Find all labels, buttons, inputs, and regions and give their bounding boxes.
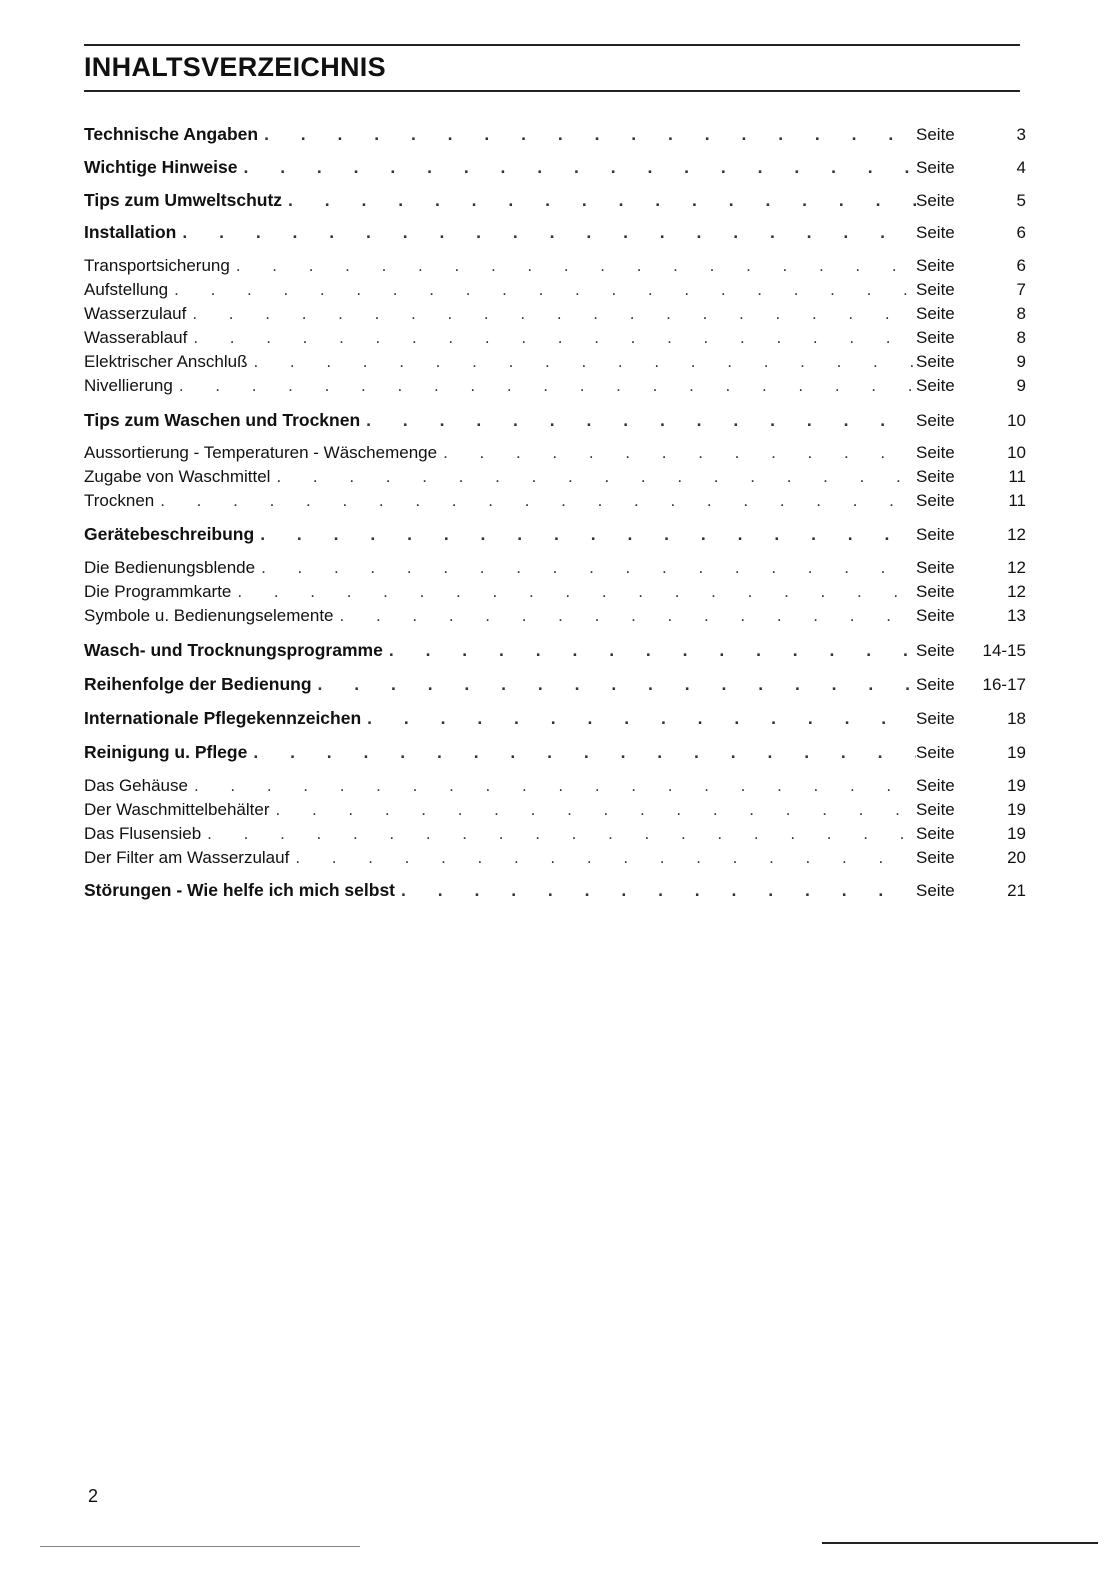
toc-entry-title: Aussortierung - Temperaturen - Wäschemenge xyxy=(84,443,438,462)
toc-entry xyxy=(84,800,1026,824)
toc-entry-page: 19 xyxy=(1007,824,1026,843)
toc-entry-page: 18 xyxy=(1007,709,1026,728)
toc-entry-seite-label: Seite xyxy=(916,491,955,510)
toc-entry-seite-label: Seite xyxy=(916,558,955,577)
dot-leader xyxy=(236,256,916,276)
toc-entry-page: 19 xyxy=(1007,800,1026,819)
dot-leader xyxy=(253,352,916,372)
dot-leader xyxy=(160,491,916,511)
toc-entry-seite-label: Seite xyxy=(916,800,955,819)
toc-entry-title: Tips zum Umweltschutz xyxy=(84,190,283,210)
toc-entry xyxy=(84,124,1026,148)
title-underline xyxy=(84,90,1020,92)
toc-entry-title: Aufstellung xyxy=(84,280,169,299)
bottom-rule-left xyxy=(40,1546,360,1547)
toc-entry-seite-label: Seite xyxy=(916,280,955,299)
toc-entry xyxy=(84,776,1026,800)
toc-entry xyxy=(84,352,1026,376)
toc-entry-seite-label: Seite xyxy=(916,125,955,144)
toc-entry-title: Der Waschmittelbehälter xyxy=(84,800,270,819)
toc-entry-page: 19 xyxy=(1007,776,1026,795)
toc-entry-page: 16-17 xyxy=(982,675,1026,694)
toc-entry xyxy=(84,558,1026,582)
toc-entry-page: 11 xyxy=(1008,491,1026,510)
toc-entry-seite-label: Seite xyxy=(916,776,955,795)
dot-leader xyxy=(295,848,916,868)
dot-leader xyxy=(340,606,917,626)
toc-entry xyxy=(84,190,1026,214)
toc-entry-title: Wasch- und Trocknungsprogramme xyxy=(84,640,383,660)
dot-leader xyxy=(253,742,916,763)
toc-entry-page: 9 xyxy=(1016,376,1026,395)
toc-entry xyxy=(84,443,1026,467)
toc-entry-page: 14-15 xyxy=(982,641,1026,660)
toc-entry xyxy=(84,491,1026,515)
toc-entry-title: Technische Angaben xyxy=(84,124,259,144)
toc-entry-title: Die Programmkarte xyxy=(84,582,232,601)
toc-entry-title: Reinigung u. Pflege xyxy=(84,742,248,762)
toc-entry-seite-label: Seite xyxy=(916,328,955,347)
toc-entry-title: Der Filter am Wasserzulauf xyxy=(84,848,290,867)
dot-leader xyxy=(401,880,916,901)
toc-entry-seite-label: Seite xyxy=(916,443,955,462)
toc-entry-title: Gerätebeschreibung xyxy=(84,524,255,544)
toc-entry xyxy=(84,640,1026,664)
dot-leader xyxy=(237,582,916,602)
dot-leader xyxy=(367,708,916,729)
toc-entry-seite-label: Seite xyxy=(916,191,955,210)
toc-entry-page: 8 xyxy=(1016,304,1026,323)
toc-entry-title: Zugabe von Waschmittel xyxy=(84,467,271,486)
toc-entry xyxy=(84,708,1026,732)
toc-entry xyxy=(84,157,1026,181)
toc-entry xyxy=(84,328,1026,352)
dot-leader xyxy=(366,410,916,431)
toc-entry-seite-label: Seite xyxy=(916,675,955,694)
toc-entry-seite-label: Seite xyxy=(916,709,955,728)
dot-leader xyxy=(174,280,916,300)
toc-entry-seite-label: Seite xyxy=(916,881,955,900)
toc-entry-page: 20 xyxy=(1007,848,1026,867)
toc-entry-title: Wasserablauf xyxy=(84,328,188,347)
dot-leader xyxy=(276,800,917,820)
toc-entry-seite-label: Seite xyxy=(916,304,955,323)
toc-entry-title: Internationale Pflegekennzeichen xyxy=(84,708,362,728)
dot-leader xyxy=(443,443,916,463)
toc-entry-title: Installation xyxy=(84,222,177,242)
toc-entry xyxy=(84,222,1026,246)
toc-entry-page: 21 xyxy=(1007,881,1026,900)
toc-entry-page: 6 xyxy=(1016,223,1026,242)
toc-entry-page: 12 xyxy=(1007,525,1026,544)
toc-entry-seite-label: Seite xyxy=(916,352,955,371)
toc-entry-title: Nivellierung xyxy=(84,376,173,395)
toc-entry-page: 10 xyxy=(1007,411,1026,430)
dot-leader xyxy=(264,124,916,145)
toc-entry-page: 10 xyxy=(1007,443,1026,462)
toc-entry xyxy=(84,606,1026,630)
toc-entry-seite-label: Seite xyxy=(916,376,955,395)
toc-entry-page: 19 xyxy=(1007,743,1026,762)
toc-entry-title: Die Bedienungsblende xyxy=(84,558,256,577)
toc-entry-page: 3 xyxy=(1016,125,1026,144)
toc-entry-seite-label: Seite xyxy=(916,641,955,660)
dot-leader xyxy=(288,190,916,211)
dot-leader xyxy=(182,222,916,243)
toc-entry-seite-label: Seite xyxy=(916,411,955,430)
page-number: 2 xyxy=(88,1486,99,1506)
toc-entry-seite-label: Seite xyxy=(916,824,955,843)
toc-entry xyxy=(84,467,1026,491)
dot-leader xyxy=(193,328,916,348)
toc-entry-seite-label: Seite xyxy=(916,582,955,601)
dot-leader xyxy=(207,824,916,844)
toc-entry-seite-label: Seite xyxy=(916,606,955,625)
bottom-rule-right xyxy=(822,1542,1098,1544)
toc-entry xyxy=(84,410,1026,434)
dot-leader xyxy=(276,467,916,487)
toc-entry xyxy=(84,824,1026,848)
toc-entry xyxy=(84,880,1026,904)
toc-entry-page: 5 xyxy=(1016,191,1026,210)
dot-leader xyxy=(318,674,916,695)
toc-entry-title: Das Gehäuse xyxy=(84,776,188,795)
dot-leader xyxy=(261,558,916,578)
toc-entry-title: Trocknen xyxy=(84,491,155,510)
toc-entry-seite-label: Seite xyxy=(916,743,955,762)
toc-entry xyxy=(84,524,1026,548)
toc-entry-seite-label: Seite xyxy=(916,256,955,275)
page-title: INHALTSVERZEICHNIS xyxy=(84,52,386,82)
toc-entry-title: Elektrischer Anschluß xyxy=(84,352,248,371)
toc-entry xyxy=(84,674,1026,698)
toc-entry-seite-label: Seite xyxy=(916,467,955,486)
toc-entry-title: Das Flusensieb xyxy=(84,824,202,843)
toc-entry-page: 12 xyxy=(1007,582,1026,601)
toc-entry-title: Transportsicherung xyxy=(84,256,230,275)
toc-entry-seite-label: Seite xyxy=(916,525,955,544)
dot-leader xyxy=(194,776,916,796)
toc-entry-page: 12 xyxy=(1007,558,1026,577)
dot-leader xyxy=(243,157,916,178)
toc-entry-page: 9 xyxy=(1016,352,1026,371)
toc-entry-title: Störungen - Wie helfe ich mich selbst xyxy=(84,880,396,900)
toc-entry-seite-label: Seite xyxy=(916,223,955,242)
toc-entry-page: 7 xyxy=(1016,280,1026,299)
toc-entry xyxy=(84,256,1026,280)
toc-entry-title: Wasserzulauf xyxy=(84,304,187,323)
toc-entry-title: Wichtige Hinweise xyxy=(84,157,238,177)
dot-leader xyxy=(260,524,916,545)
toc-entry xyxy=(84,582,1026,606)
toc-entry-page: 11 xyxy=(1008,467,1026,486)
dot-leader xyxy=(389,640,916,661)
toc-entry-page: 8 xyxy=(1016,328,1026,347)
toc-entry-title: Tips zum Waschen und Trocknen xyxy=(84,410,361,430)
toc-entry-title: Reihenfolge der Bedienung xyxy=(84,674,312,694)
toc-entry-page: 13 xyxy=(1007,606,1026,625)
toc-entry xyxy=(84,376,1026,400)
toc-entry-seite-label: Seite xyxy=(916,158,955,177)
toc-entry xyxy=(84,742,1026,766)
toc-entry xyxy=(84,304,1026,328)
toc-entry-page: 6 xyxy=(1016,256,1026,275)
toc-entry-seite-label: Seite xyxy=(916,848,955,867)
dot-leader xyxy=(192,304,916,324)
toc-entry xyxy=(84,280,1026,304)
top-rule xyxy=(84,44,1020,46)
toc-entry xyxy=(84,848,1026,872)
toc-entry-title: Symbole u. Bedienungselemente xyxy=(84,606,334,625)
dot-leader xyxy=(179,376,916,396)
toc-entry-page: 4 xyxy=(1016,158,1026,177)
